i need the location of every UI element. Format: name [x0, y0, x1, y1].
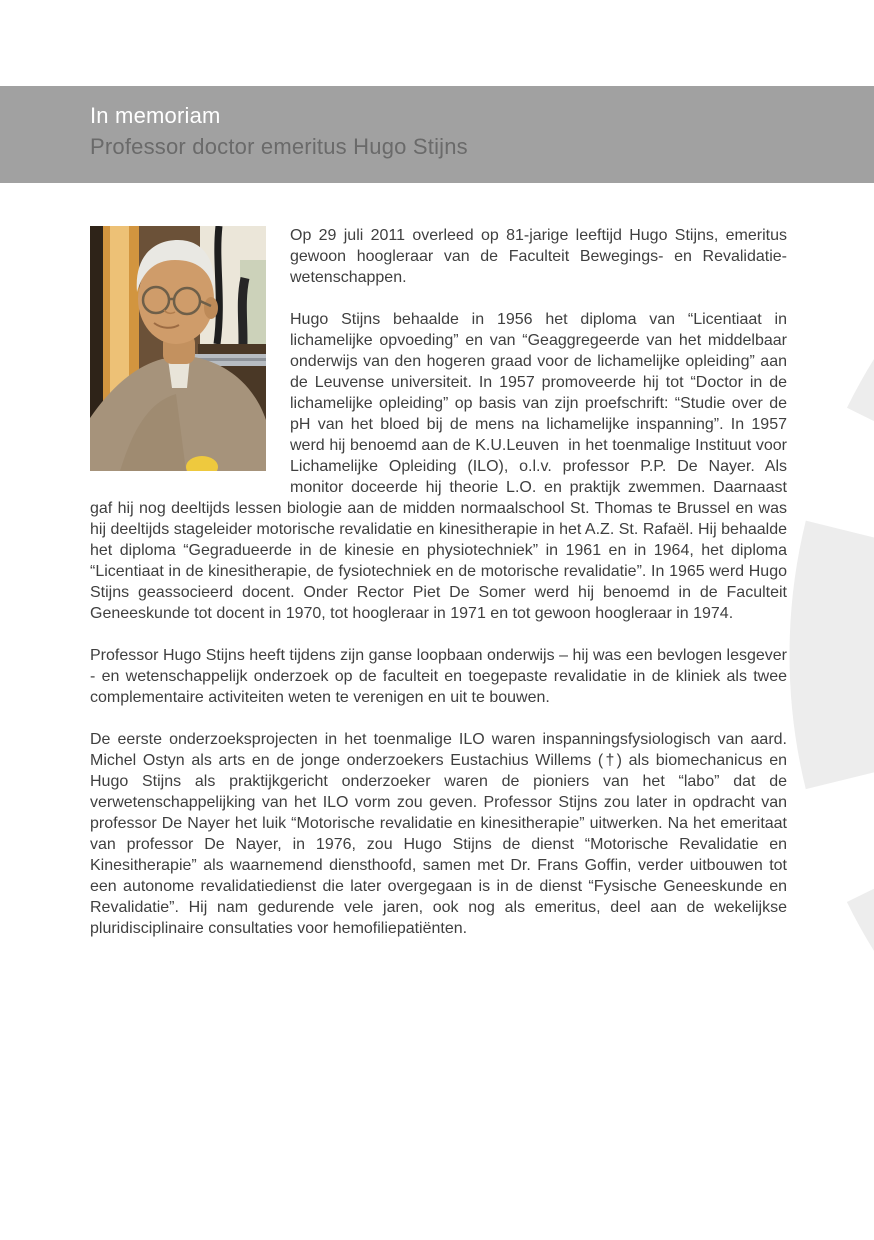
paragraph-obituary-intro: Op 29 juli 2011 overleed op 81-jarige leeftijd Hugo Stijns, emeritus gewoon hoogleraar van de Faculteit Bewegings- en Revalidatiewetenschappen. — [290, 227, 787, 286]
hugo-stijns-portrait — [90, 226, 266, 471]
header — [0, 86, 874, 162]
wheel-watermark-icon — [774, 305, 874, 1005]
paragraph-career-early: Hugo Stijns behaalde in 1956 het diploma van “Licentiaat in lichamelijke opvoeding” en van “Geaggregeerde van het middelbaar onderwijs van den hogeren graad voor de lichamelijke opleiding” aan de Leuvense universiteit. In 1957 promoveerde hij tot “Doctor in de lichamelijke opleiding” op basis van zijn proefschrift: “Studie over de pH van het bloed bij de mens na lichamelijke inspanning”. In 1957 werd hij benoemd aan de K.U.Leuven in het toenmalige Instituut voor Lichamelijke Opleiding (ILO), o.l.v. professor P.P. De Nayer. Als monitor doceerde hij theorie L.O. en praktijk zwemmen. Daarnaast gaf hij nog deeltijds lessen biologie aan de midden normaalschool St. Thomas te Brussel en was hij deeltijds stageleider motorische revalidatie en kinesitherapie in het A.Z. St. Rafaël. Hij behaalde het diploma “Gegradueerde in de kinesie en physiotechniek” in 1961 en in 1964, het diploma “Licentiaat in de kinesitherapie, de fysiotechniek en de motorische revalidatie”. In 1965 werd Hugo Stijns geassocieerd docent. Onder Rector Piet De Somer werd hij benoemd in de Faculteit Geneeskunde tot docent in 1970, tot hoogleraar in 1971 en tot gewoon hoogleraar in 1974. — [90, 311, 787, 622]
header-band — [0, 86, 874, 183]
paragraph-teaching-research: Professor Hugo Stijns heeft tijdens zijn ganse loopbaan onderwijs – hij was een bevlogen lesgever - en wetenschappelijk onderzoek op de faculteit en toegepaste revalidatie in de kliniek als twee complementaire activiteiten weten te verenigen en uit te bouwen. — [90, 647, 787, 706]
paragraph-research-projects: De eerste onderzoeksprojecten in het toenmalige ILO waren inspanningsfysiologisch van aard. Michel Ostyn als arts en de jonge onderzoekers Eustachius Willems (†) als biomechanicus en Hugo Stijns als praktijkgericht onderzoeker waren de pioniers van het “labo” dat de verwetenschappelijking van het ILO vorm zou geven. Professor Stijns zou later in opdracht van professor De Nayer het luik “Motorische revalidatie en kinesitherapie” uitwerken. Na het emeritaat van professor De Nayer, in 1976, zou Hugo Stijns de dienst “Motorische Revalidatie en Kinesitherapie” als waarnemend diensthoofd, samen met Dr. Frans Goffin, verder uitbouwen tot een autonome revalidatiedienst die later overgegaan is in de dienst “Fysische Geneeskunde en Revalidatie”. Hij nam gedurende vele jaren, ook nog als emeritus, deel aan de wekelijkse pluridisciplinaire consultaties voor hemofiliepatiënten. — [90, 731, 787, 937]
page-title: In memoriam — [90, 103, 221, 128]
article-body — [90, 225, 787, 960]
page-subtitle: Professor doctor emeritus Hugo Stijns — [90, 134, 468, 159]
